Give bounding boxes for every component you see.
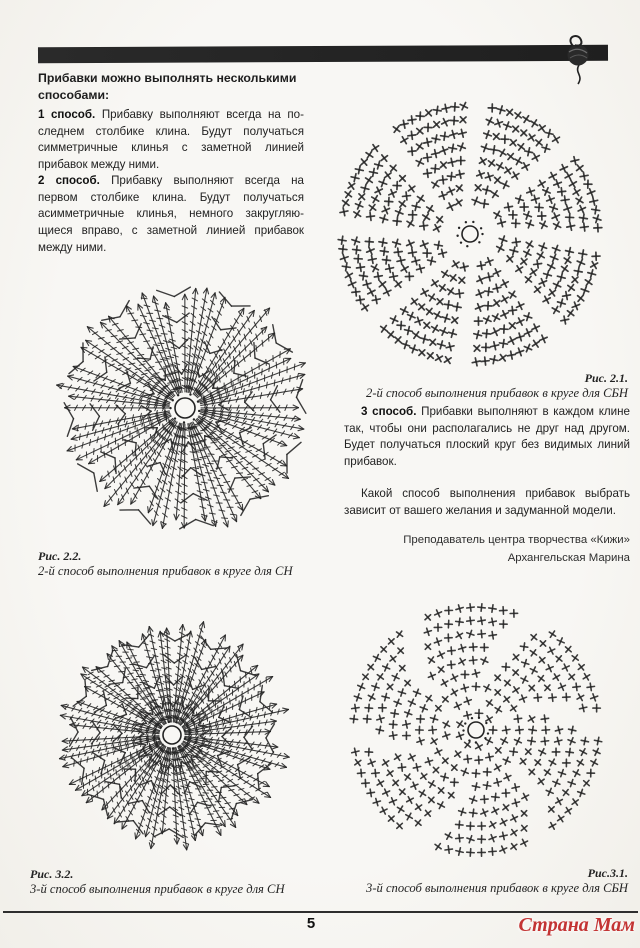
yarn-ball-icon bbox=[554, 31, 602, 87]
method-2-text: Прибавку выполняют всегда на первом столбике клина. Будут получаться асимметричные клинья, немного закругляющиеся вправо, с заметной линией прибавок между ними. bbox=[38, 174, 304, 254]
figure-2-1-caption bbox=[336, 371, 628, 402]
author-block bbox=[344, 532, 630, 566]
figure-3-2-text: 3-й способ выполнения прибавок в круге для СН bbox=[30, 882, 285, 896]
method-1-label: 1 способ. bbox=[38, 107, 96, 121]
figure-2-1-crochet-chart bbox=[328, 84, 624, 370]
method-3-paragraph bbox=[344, 404, 630, 470]
method-1-paragraph bbox=[38, 107, 304, 173]
method-2-label: 2 способ. bbox=[38, 174, 100, 188]
right-text-column bbox=[344, 404, 630, 567]
closing-paragraph: Какой способ выполнения прибавок выбрать зависит от вашего желания и задуманной модели. bbox=[344, 487, 630, 517]
left-text-column bbox=[38, 70, 304, 256]
method-2-paragraph bbox=[38, 173, 304, 256]
bottom-rule bbox=[3, 911, 638, 913]
top-rule-bar bbox=[38, 45, 608, 63]
method-3-text: Прибавки выполняют в каждом клине так, чтобы они располагались не друг над другом. Будет получаться плоский круг без видимых линий прибавок. bbox=[344, 405, 630, 468]
page-number: 5 bbox=[306, 915, 316, 932]
figure-3-1-label: Рис.3.1. bbox=[587, 866, 628, 880]
figure-3-1-crochet-chart bbox=[328, 586, 630, 864]
watermark-text: Страна Мам bbox=[518, 914, 635, 936]
author-name: Архангельская Марина bbox=[507, 551, 630, 564]
method-3-label: 3 способ. bbox=[361, 405, 417, 418]
figure-2-2-label: Рис. 2.2. bbox=[38, 549, 82, 563]
intro-heading: Прибавки можно выполнять несколькими способами: bbox=[38, 71, 297, 102]
author-title: Преподаватель центра творчества «Кижи» bbox=[403, 534, 630, 547]
method-1-text: Прибавку выполняют всегда на последнем столбике клина. Будут получаться симметричные клинья с заметной линией прибавок между ними. bbox=[38, 107, 304, 171]
figure-3-2-caption bbox=[30, 867, 322, 898]
figure-2-1-text: 2-й способ выполнения прибавок в круге для СБН bbox=[366, 386, 628, 400]
figure-2-2-crochet-chart bbox=[28, 260, 330, 548]
figure-3-1-caption bbox=[336, 866, 628, 897]
figure-3-2-label: Рис. 3.2. bbox=[30, 867, 74, 881]
figure-3-2-crochet-chart bbox=[24, 590, 330, 866]
figure-2-2-caption bbox=[38, 549, 330, 580]
figure-2-1-label: Рис. 2.1. bbox=[584, 371, 628, 385]
figure-2-2-text: 2-й способ выполнения прибавок в круге для СН bbox=[38, 564, 293, 578]
figure-3-1-text: 3-й способ выполнения прибавок в круге для СБН bbox=[366, 881, 628, 895]
